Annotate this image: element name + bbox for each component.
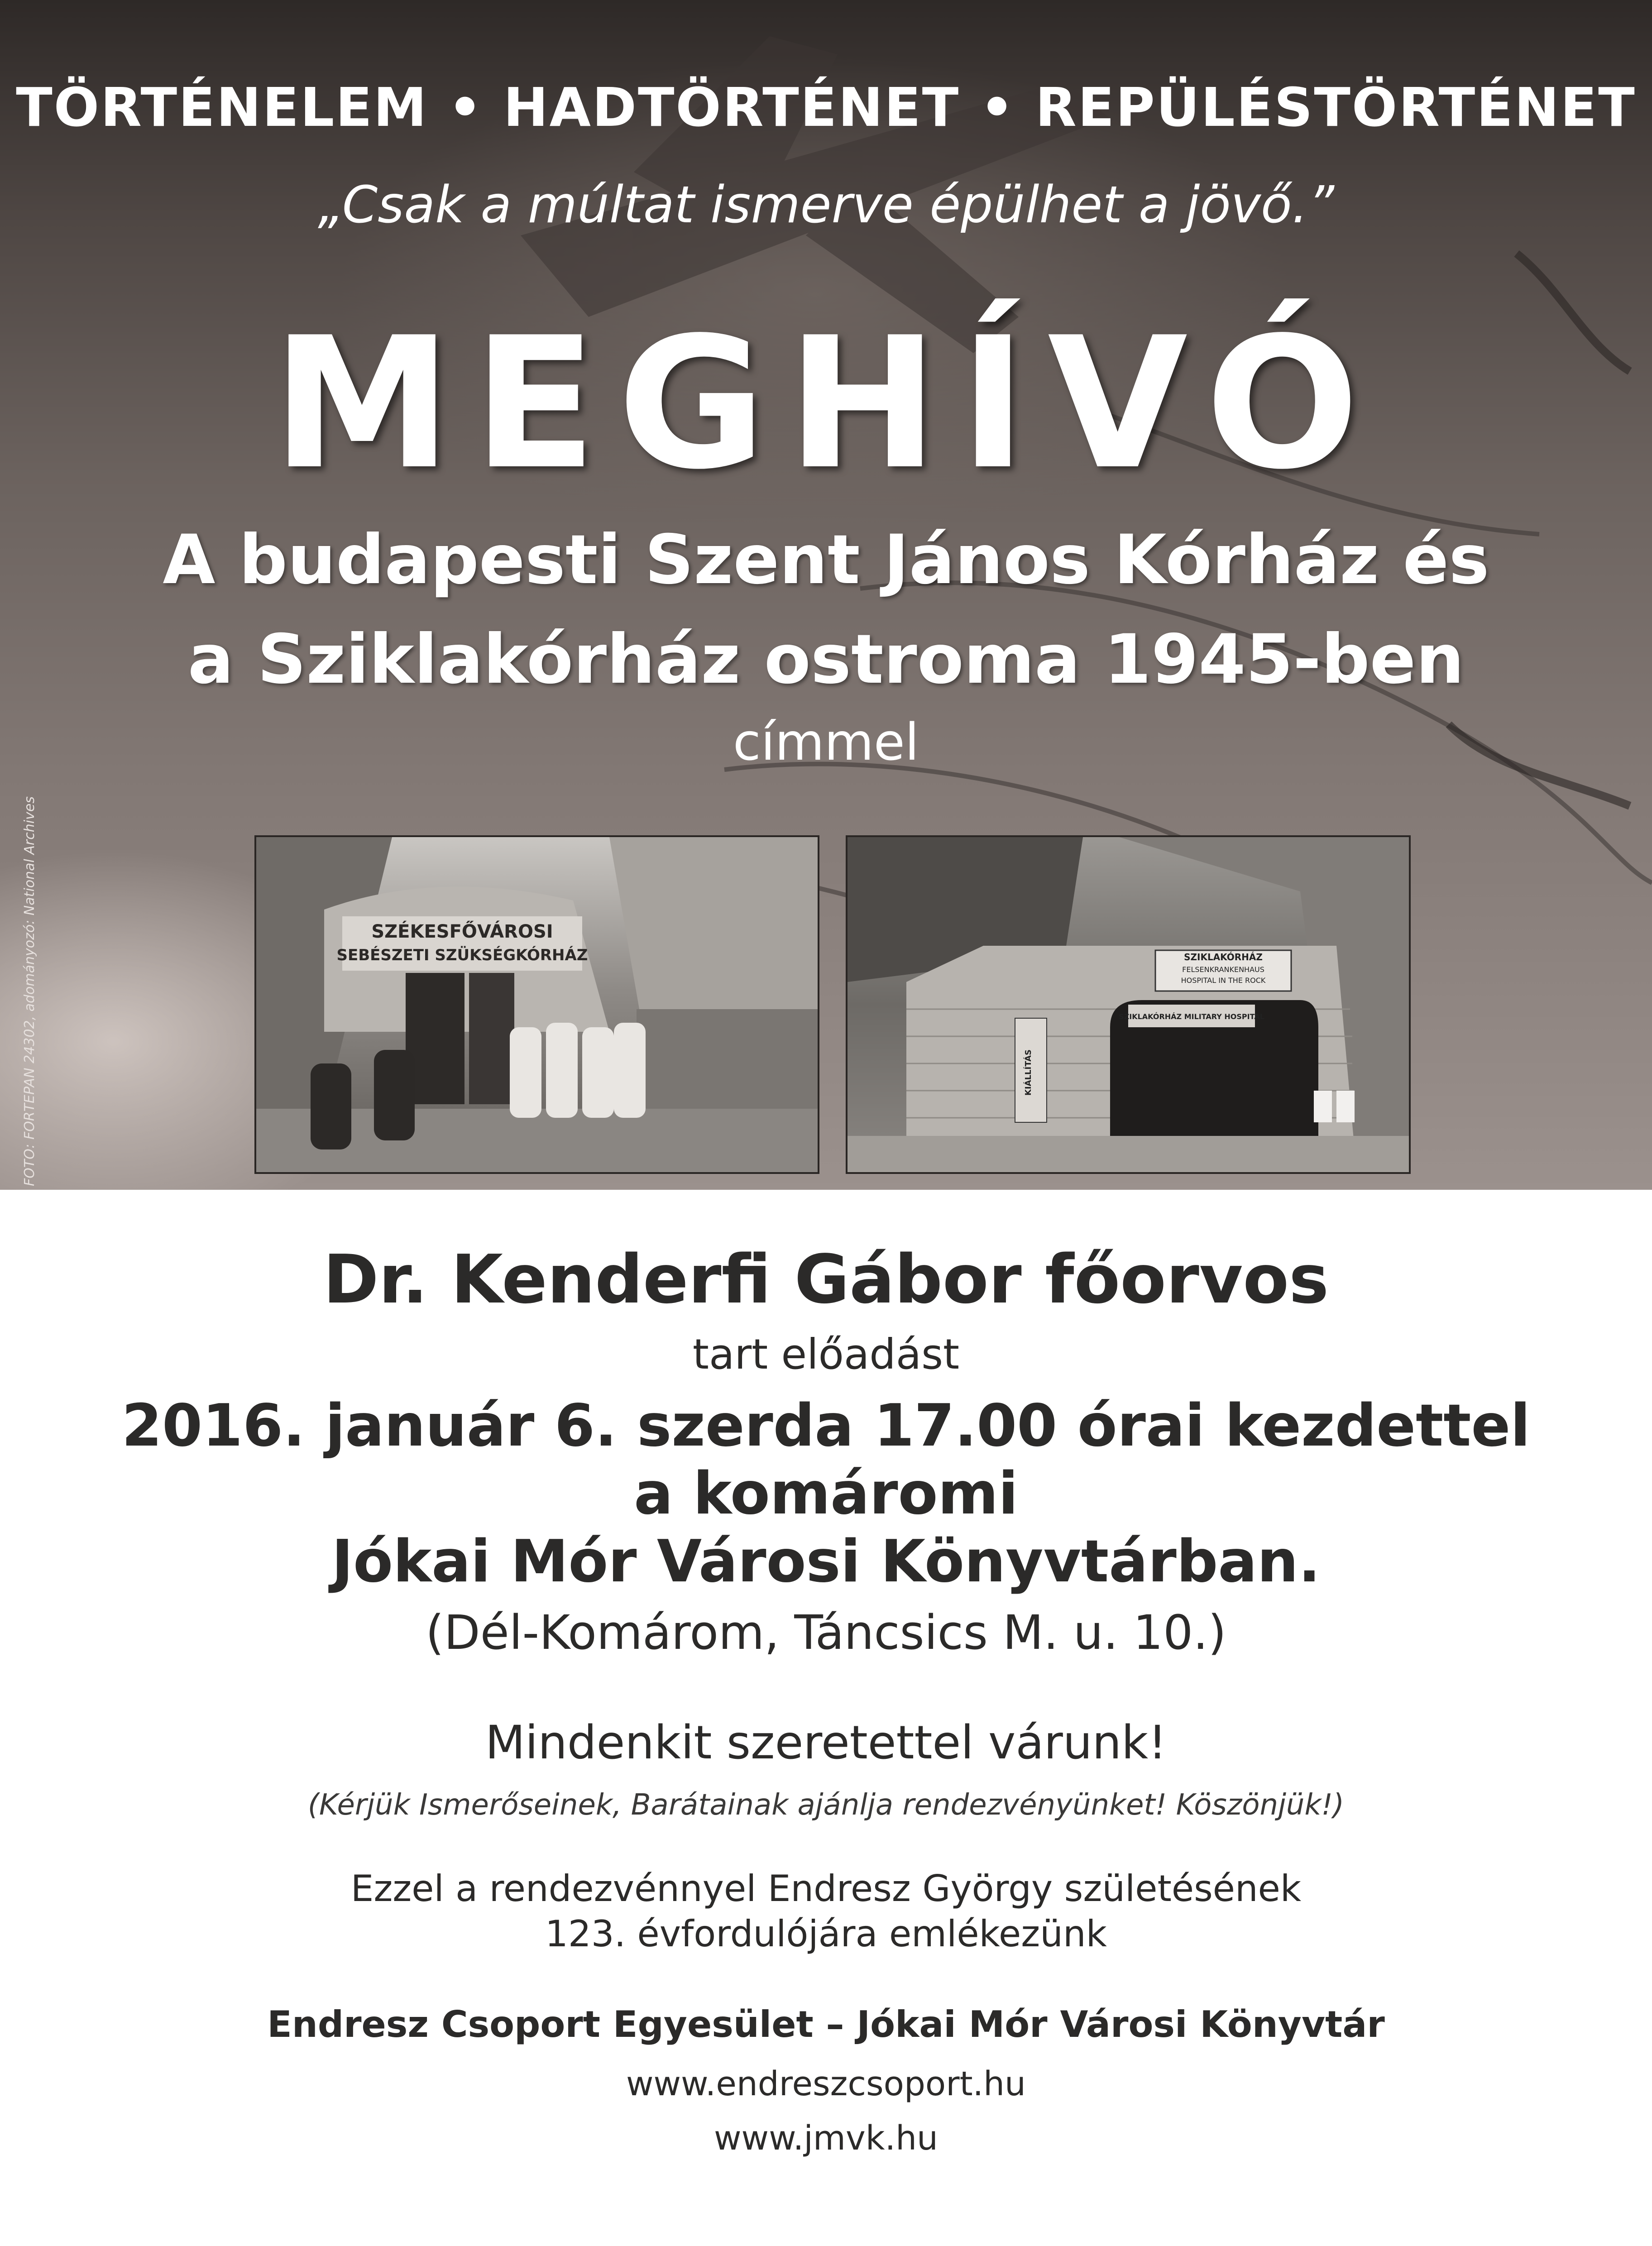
lecture-verb: tart előadást bbox=[692, 1330, 960, 1379]
event-place-line2: Jókai Mór Városi Könyvtárban. bbox=[331, 1528, 1321, 1595]
event-address: (Dél-Komárom, Táncsics M. u. 10.) bbox=[426, 1605, 1226, 1660]
event-place-line1: a komáromi bbox=[634, 1460, 1018, 1528]
historic-hospital-photo bbox=[254, 835, 819, 1174]
recommend-request: (Kérjük Ismerőseinek, Barátainak ajánlja rendezvényünket! Köszönjük!) bbox=[307, 1788, 1345, 1822]
website-link-jmvk[interactable]: www.jmvk.hu bbox=[714, 2119, 938, 2158]
lecture-title-line1: A budapesti Szent János Kórház és bbox=[163, 521, 1489, 599]
sziklakorhaz-entrance-photo bbox=[846, 835, 1411, 1174]
right-sign-line2: FELSENKRANKENHAUS bbox=[1182, 965, 1264, 974]
page-title: MEGHÍVÓ bbox=[272, 299, 1380, 509]
organizers: Endresz Csoport Egyesület – Jókai Mór Városi Könyvtár bbox=[267, 2003, 1385, 2045]
speaker-name: Dr. Kenderfi Gábor főorvos bbox=[323, 1240, 1329, 1318]
welcome-text: Mindenkit szeretettel várunk! bbox=[485, 1716, 1167, 1770]
lecture-title-line2: a Sziklakórház ostroma 1945-ben bbox=[187, 620, 1465, 699]
left-sign-line2: SEBÉSZETI SZÜKSÉGKÓRHÁZ bbox=[336, 946, 588, 964]
memorial-line1: Ezzel a rendezvénnyel Endresz György születésének bbox=[350, 1868, 1302, 1910]
memorial-line2: 123. évfordulójára emlékezünk bbox=[545, 1913, 1107, 1955]
event-date: 2016. január 6. szerda 17.00 órai kezdettel bbox=[121, 1392, 1531, 1460]
photo-credit: FOTO: FORTEPAN 24302, adományozó: National Archives bbox=[22, 796, 38, 1186]
website-link-endresz[interactable]: www.endreszcsoport.hu bbox=[626, 2064, 1026, 2103]
right-sign-line4: SZIKLAKÓRHÁZ MILITARY HOSPITAL bbox=[1119, 1012, 1264, 1021]
left-sign-line1: SZÉKESFŐVÁROSI bbox=[371, 921, 553, 942]
tagline: TÖRTÉNELEM • HADTÖRTÉNET • REPÜLÉSTÖRTÉNET bbox=[16, 76, 1636, 139]
right-side-sign: KIÁLLÍTÁS bbox=[1024, 1049, 1033, 1096]
motto-quote: „Csak a múltat ismerve épülhet a jövő.” bbox=[317, 176, 1335, 235]
right-sign-line1: SZIKLAKÓRHÁZ bbox=[1184, 952, 1263, 963]
lecture-title-suffix: címmel bbox=[733, 713, 919, 772]
right-sign-line3: HOSPITAL IN THE ROCK bbox=[1181, 976, 1266, 985]
